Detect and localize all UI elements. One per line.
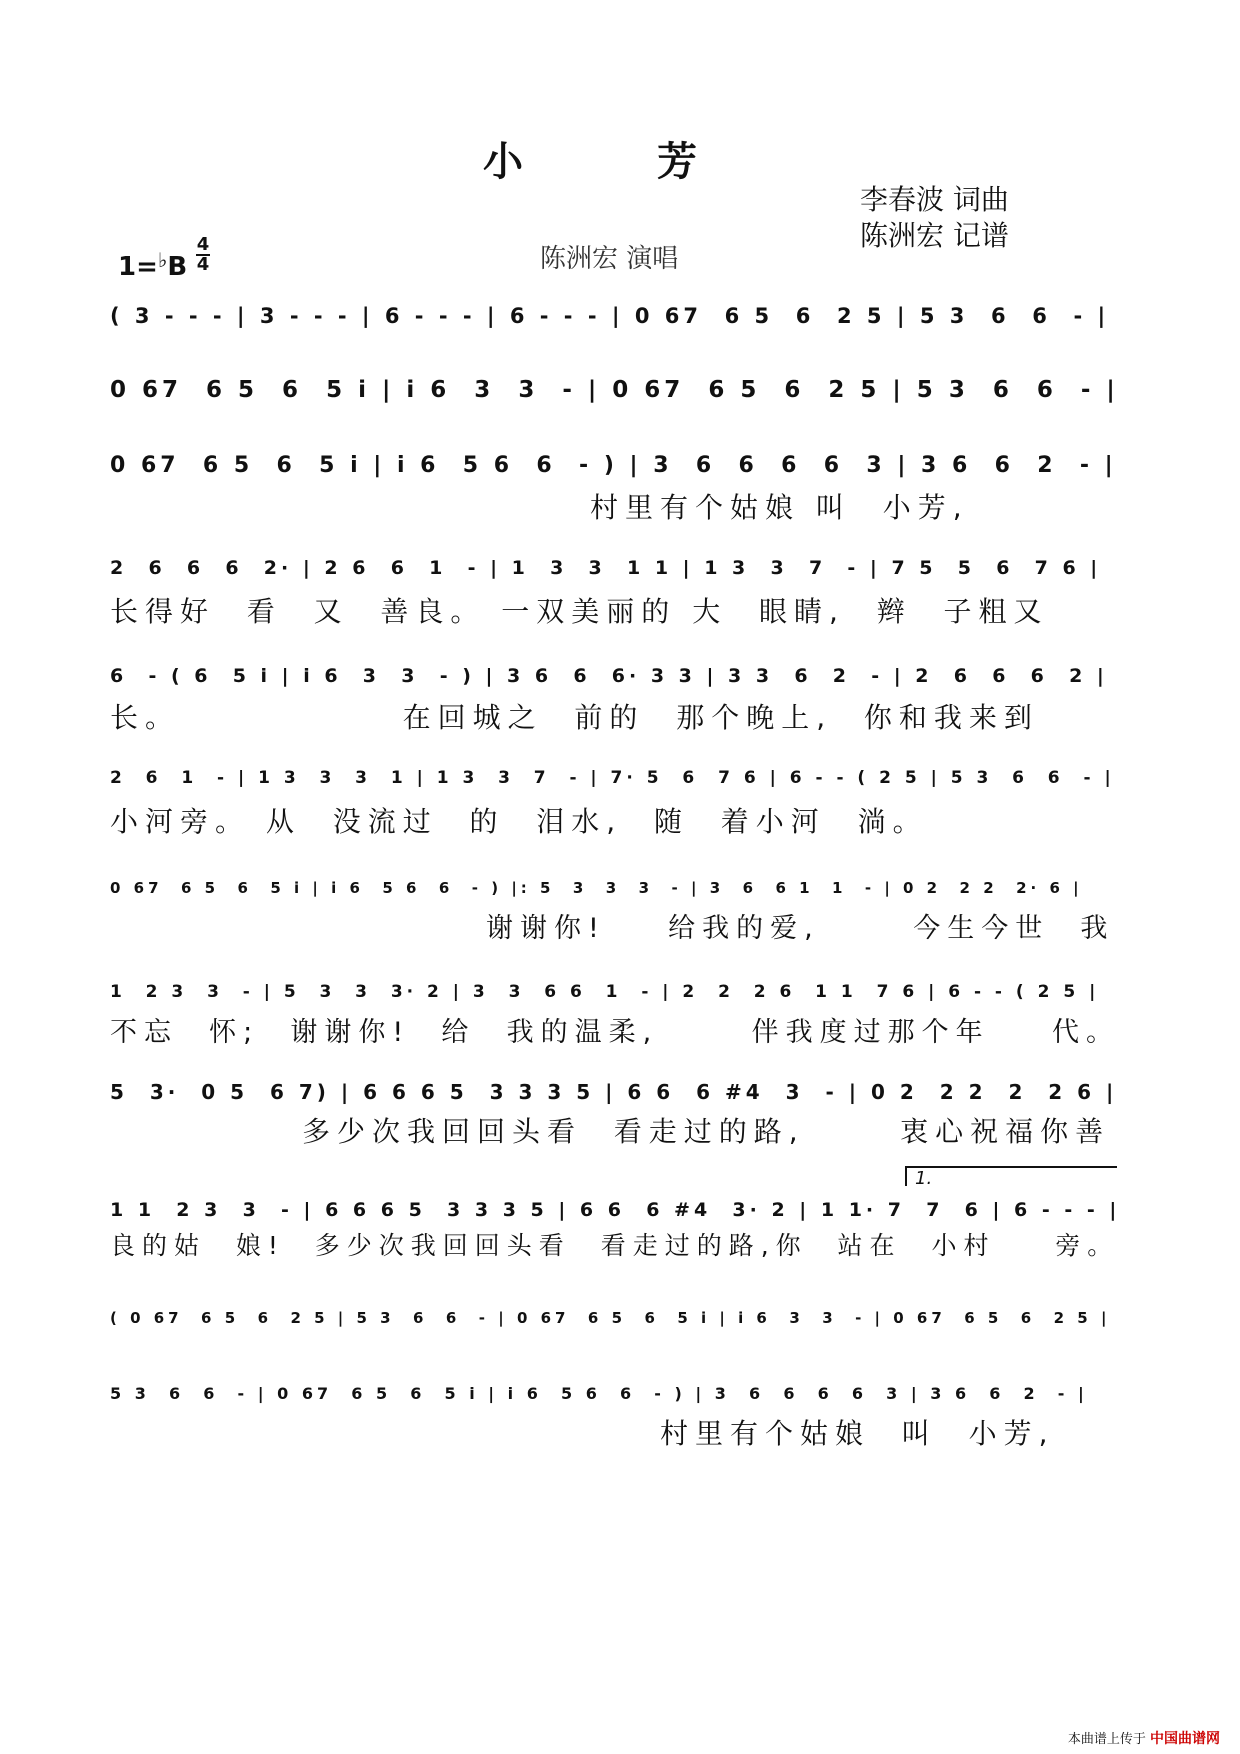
lyric-line-7: 谢谢你! 给我的爱, 今生今世 我 — [486, 913, 1115, 944]
melody-line-4: 2 6 6 6 2· | 2 6 6 1 - | 1 3 3 1 1 | 1 3 3 7 - | 7 5 5 6 7 6 | — [110, 557, 1102, 579]
meter-bottom: 4 — [196, 254, 210, 275]
lyric-line-10: 良的姑 娘! 多少次我回回头看 看走过的路,你 站在 小村 旁。 — [110, 1231, 1120, 1260]
melody-line-8: 1 2 3 3 - | 5 3 3 3· 2 | 3 3 6 6 1 - | 2 2 2 6 1 1 7 6 | 6 - - ( 2 5 | — [110, 982, 1100, 1002]
volta-label: 1. — [915, 1168, 933, 1189]
melody-line-11: ( 0 67 6 5 6 2 5 | 5 3 6 6 - | 0 67 6 5 6 5 i | i 6 3 3 - | 0 67 6 5 6 2 5 | — [110, 1309, 1111, 1327]
meter-top: 4 — [196, 234, 210, 255]
lyric-line-3: 村里有个姑娘 叫 小芳, — [590, 491, 969, 524]
footer-upload-text: 本曲谱上传于 — [1067, 1732, 1146, 1747]
footer — [1068, 1728, 1220, 1748]
lyric-line-9: 多少次我回回头看 看走过的路, 衷心祝福你善 — [302, 1115, 1111, 1148]
melody-line-7: 0 67 6 5 6 5 i | i 6 5 6 6 - ) |: 5 3 3 3 - | 3 6 6 1 1 - | 0 2 2 2 2· 6 | — [110, 879, 1083, 897]
site-logo: 中国曲谱网 — [1150, 1731, 1220, 1747]
time-signature — [196, 236, 210, 274]
key-label: 1= — [118, 252, 158, 282]
credit-transcriber: 陈洲宏 记谱 — [860, 219, 1009, 252]
staff-line-11 — [110, 1298, 1120, 1358]
melody-line-2: 0 67 6 5 6 5 i | i 6 3 3 - | 0 67 6 5 6 2 5 | 5 3 6 6 - | — [110, 377, 1119, 403]
staff-line-1 — [110, 296, 1120, 356]
melody-line-3: 0 67 6 5 6 5 i | i 6 5 6 6 - ) | 3 6 6 6 6 3 | 3 6 6 2 - | — [110, 453, 1117, 478]
lyric-line-4: 长得好 看 又 善良。 一双美丽的 大 眼睛, 辫 子粗又 — [110, 595, 1049, 628]
melody-line-6: 2 6 1 - | 1 3 3 3 1 | 1 3 3 7 - | 7· 5 6 7 6 | 6 - - ( 2 5 | 5 3 6 6 - | — [110, 768, 1115, 788]
key-signature — [118, 248, 187, 282]
melody-line-5: 6 - ( 6 5 i | i 6 3 3 - ) | 3 6 6 6· 3 3 | 3 3 6 2 - | 2 6 6 6 2 | — [110, 665, 1108, 687]
lyric-line-5: 长。 在回城之 前的 那个晚上, 你和我来到 — [110, 701, 1039, 734]
page-title: 小 芳 — [483, 138, 757, 185]
lyric-line-12: 村里有个姑娘 叫 小芳, — [660, 1417, 1055, 1450]
melody-line-1: ( 3 - - - | 3 - - - | 6 - - - | 6 - - - | 0 67 6 5 6 2 5 | 5 3 6 6 - | — [110, 304, 1110, 328]
flat-icon: ♭ — [157, 248, 168, 272]
volta-bracket — [905, 1166, 1117, 1189]
key-note: B — [167, 252, 188, 282]
credit-lyrics-music: 李春波 词曲 — [860, 183, 1009, 216]
staff-line-2 — [110, 370, 1120, 430]
melody-line-10: 1 1 2 3 3 - | 6 6 6 5 3 3 3 5 | 6 6 6 #4 3· 2 | 1 1· 7 7 6 | 6 - - - | — [110, 1199, 1121, 1221]
melody-line-9: 5 3· 0 5 6 7) | 6 6 6 5 3 3 3 5 | 6 6 6 #4 3 - | 0 2 2 2 2 2 6 | — [110, 1080, 1118, 1104]
lyric-line-6: 小河旁。 从 没流过 的 泪水, 随 着小河 淌。 — [110, 805, 928, 838]
singer-credit: 陈洲宏 演唱 — [540, 244, 679, 274]
lyric-line-8: 不忘 怀; 谢谢你! 给 我的温柔, 伴我度过那个年 代。 — [110, 1017, 1120, 1048]
melody-line-12: 5 3 6 6 - | 0 67 6 5 6 5 i | i 6 5 6 6 - ) | 3 6 6 6 6 3 | 3 6 6 2 - | — [110, 1384, 1088, 1403]
